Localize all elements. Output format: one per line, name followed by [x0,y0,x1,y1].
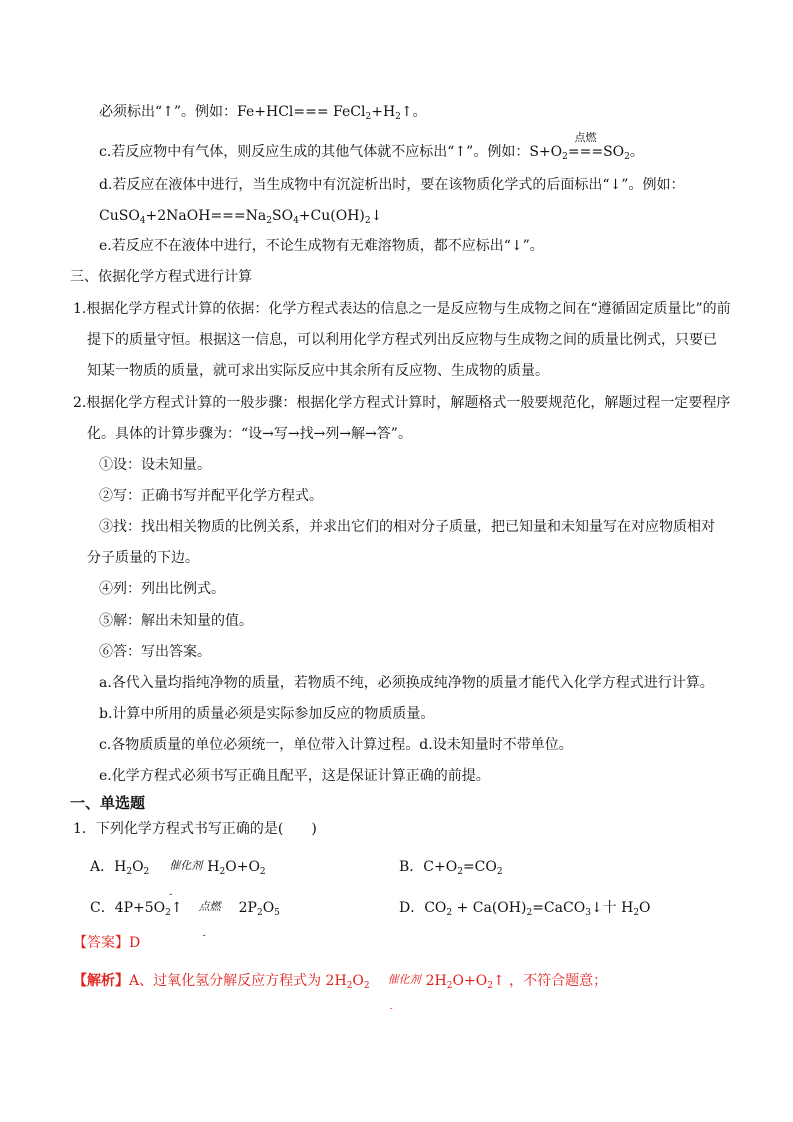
subscript: 2 [143,867,150,877]
formula-part: 。 [629,144,644,160]
reaction-equals: === [567,144,604,160]
formula-part: ↓十 H [590,900,634,916]
formula-part: ↑ [170,900,183,916]
step-4: ④列：列出比例式。 [99,581,225,597]
paragraph-1-line-3: 知某一物质的质量，就可求出实际反应中其余所有反应物、生成物的质量。 [87,363,549,379]
formula-part: ↓ [370,208,383,224]
note-e: e.化学方程式必须书写正确且配平，这是保证计算正确的前提。 [99,768,490,784]
subscript: 2 [165,908,171,918]
formula-part: CuSO [99,208,140,224]
formula-part: O [132,859,144,875]
rule-e: e.若反应不在液体中进行，不论生成物有无难溶物质，都不应标出“↓”。 [99,238,544,254]
formula-part: + Ca(OH) [452,900,527,916]
formula-part: O+O [452,973,488,989]
formula-part: ↑。 [400,104,427,120]
catalyst-label: 催化剂 [169,859,203,872]
note-a: a.各代入量均指纯净物的质量，若物质不纯，必须换成纯净物的质量才能代入化学方程式进行计算。 [99,675,714,691]
subscript: 3 [585,908,591,918]
step-6: ⑥答：写出答案。 [99,644,211,660]
subscript: 2 [259,867,266,877]
paragraph-1-line-2: 提下的质量守恒。根据这一信息，可以利用化学方程式列出反应物与生成物之间的质量比例式，只要已 [87,332,717,348]
subscript: 2 [346,981,353,991]
formula-part: 2P [238,900,257,916]
formula-part: +2NaOH===Na [145,208,267,224]
paragraph-2-line-2: 化。具体的计算步骤为：“设→写→找→列→解→答”。 [87,426,412,442]
subscript: 2 [364,216,371,226]
option-c-label: C．4P+5O [90,900,166,916]
rule-b-text: 必须标出“↑”。例如：Fe+HCl=== FeCl [99,104,366,120]
formula-part: 2H [425,973,447,989]
rule-c [99,131,644,166]
step-2: ②写：正确书写并配平化学方程式。 [99,488,323,504]
subscript: 2 [457,867,463,877]
formula-part: O+O [225,859,260,875]
step-5: ⑤解：解出未知量的值。 [99,613,253,629]
formula-part: SO [603,144,625,160]
rule-b-continuation [99,103,427,126]
formula-part: SO [271,208,294,224]
reaction-dash: - [202,931,206,941]
subscript: 2 [266,216,272,226]
explanation-text: A、过氧化氢分解反应方程式为 2H [129,973,347,989]
formula-part: =CaCO [532,900,586,916]
explanation [73,972,608,1014]
step-3-line-1: ③找：找出相关物质的比例关系，并求出它们的相对分子质量，把已知量和未知量写在对应物质相对 [99,519,715,535]
answer: 【答案】D [73,935,141,951]
condition-label: 点燃 [574,131,597,144]
subscript: 2 [487,981,493,991]
subscript: 2 [633,908,640,918]
formula-part: ↑ ，不符合题意； [492,973,608,989]
subscript: 2 [365,112,372,122]
rule-d: d.若反应在液体中进行，当生成物中有沉淀析出时，要在该物质化学式的后面标出“↓”。例如： [99,177,685,193]
formula-part: +H [371,104,396,120]
option-d-label: D．CO [399,900,447,916]
formula-part: O [352,973,364,989]
subscript: 2 [446,981,453,991]
subscript: 2 [496,867,503,877]
paragraph-2-line-1: 2.根据化学方程式计算的一般步骤：根据化学方程式计算时，解题格式一般要规范化，解题过程一定要程序 [73,395,731,411]
paragraph-1-line-1: 1.根据化学方程式计算的依据：化学方程式表达的信息之一是反应物与生成物之间在“遵循固定质量比”的前 [73,301,731,317]
ignition-label: 点燃 [198,900,221,913]
formula-part: +Cu(OH) [298,208,365,224]
option-b-label: B．C+O [399,859,458,875]
subscript: 2 [562,152,568,162]
subscript: 2 [126,867,133,877]
formula-part: O [639,900,651,916]
option-a [90,858,266,900]
catalyst-label: 催化剂 [387,973,421,986]
option-c [90,899,280,941]
subscript: 5 [274,908,280,918]
reaction-dash: - [389,1004,393,1014]
quiz-section-title: 一、单选题 [70,794,146,812]
subscript: 2 [219,867,226,877]
rule-c-text: c.若反应物中有气体，则反应生成的其他气体就不应标出“↑”。例如：S+O [99,144,563,160]
subscript: 2 [526,908,533,918]
option-d [399,899,651,922]
step-3-line-2: 分子质量的下边。 [87,550,199,566]
formula-part: =CO [462,859,497,875]
subscript: 4 [293,216,299,226]
reaction-condition [567,131,604,161]
option-b [399,858,503,881]
option-a-label: A．H [90,859,127,875]
subscript: 2 [446,908,453,918]
note-c-d: c.各物质质量的单位必须统一，单位带入计算过程。d.设未知量时不带单位。 [99,737,573,753]
subscript: 2 [256,908,263,918]
question-1: 1．下列化学方程式书写正确的是( ) [73,821,317,837]
subscript: 4 [139,216,146,226]
note-b: b.计算中所用的质量必须是实际参加反应的物质质量。 [99,706,435,722]
formula-part: O [262,900,275,916]
formula-part: H [207,859,220,875]
subscript: 2 [395,112,401,122]
rule-d-equation [99,207,382,230]
subscript: 2 [624,152,630,162]
step-1: ①设：设未知量。 [99,457,211,473]
explanation-label: 【解析】 [73,973,129,989]
subscript: 2 [363,981,370,991]
reaction-dash: - [169,890,173,900]
section-heading: 三、依据化学方程式进行计算 [70,269,252,285]
